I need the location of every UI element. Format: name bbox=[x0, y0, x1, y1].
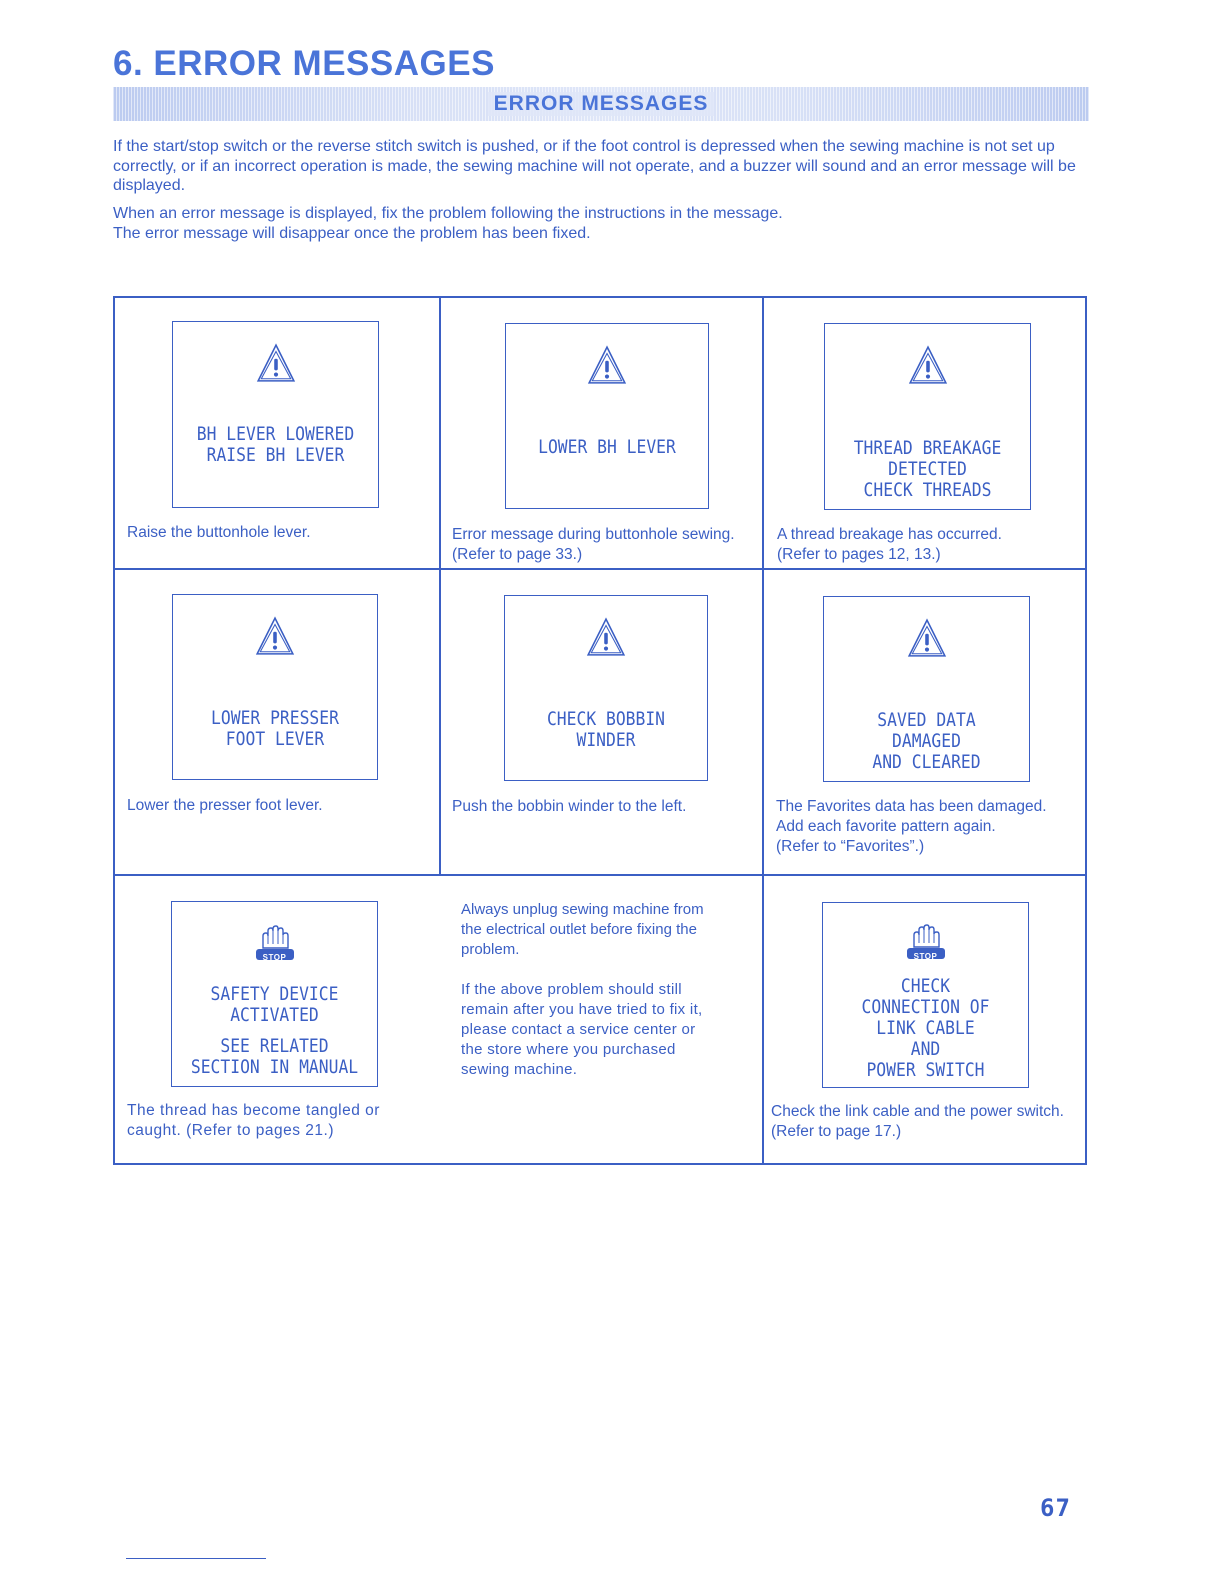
desc-line: Push the bobbin winder to the left. bbox=[452, 798, 687, 815]
desc-line: Add each favorite pattern again. bbox=[776, 818, 996, 835]
screen-saved-data-damaged bbox=[823, 596, 1030, 782]
screen-message bbox=[837, 976, 1013, 1081]
warning-icon bbox=[255, 342, 297, 384]
screen-line: LOWER BH LEVER bbox=[538, 436, 676, 458]
unplug-note bbox=[461, 900, 704, 960]
page-number: 67 bbox=[1040, 1494, 1071, 1522]
screen-line: LINK CABLE bbox=[876, 1017, 975, 1039]
desc-line: Error message during buttonhole sewing. bbox=[452, 526, 735, 543]
intro-line-2: When an error message is displayed, fix the problem following the instructions in the message. bbox=[113, 205, 783, 222]
desc-line: The thread has become tangled or bbox=[127, 1102, 380, 1119]
screen-message bbox=[187, 424, 363, 466]
screen-line: POWER SWITCH bbox=[866, 1059, 985, 1081]
note-line: problem. bbox=[461, 941, 520, 958]
table-divider-h1 bbox=[113, 568, 1087, 570]
note-line: the electrical outlet before fixing the bbox=[461, 921, 697, 938]
screen-line: CHECK BOBBIN bbox=[546, 708, 666, 730]
screen-line: AND CLEARED bbox=[872, 751, 981, 773]
screen-check-link-cable bbox=[822, 902, 1029, 1088]
screen-line: DETECTED bbox=[888, 458, 967, 480]
desc-line: (Refer to page 33.) bbox=[452, 546, 583, 563]
screen-bh-lever-lowered bbox=[172, 321, 379, 508]
screen-thread-breakage bbox=[824, 323, 1031, 510]
page-title: 6. ERROR MESSAGES bbox=[113, 44, 495, 83]
screen-line: SAVED DATA DAMAGED bbox=[877, 709, 976, 752]
screen-line: FOOT LEVER bbox=[225, 728, 325, 750]
desc-line: caught. (Refer to pages 21.) bbox=[127, 1122, 335, 1139]
cell-description bbox=[776, 797, 1047, 857]
warning-icon bbox=[254, 615, 296, 657]
screen-lower-bh-lever bbox=[505, 323, 709, 509]
screen-line: LOWER PRESSER bbox=[211, 707, 339, 729]
screen-message bbox=[186, 984, 362, 1078]
desc-line: (Refer to “Favorites”.) bbox=[776, 838, 925, 855]
screen-line: ACTIVATED bbox=[230, 1004, 319, 1026]
cell-description bbox=[127, 1101, 380, 1141]
screen-line: THREAD BREAKAGE bbox=[853, 437, 1002, 459]
note-line: remain after you have tried to fix it, bbox=[461, 1001, 703, 1018]
cell-description bbox=[771, 1102, 1064, 1142]
screen-message bbox=[839, 438, 1015, 501]
desc-line: Lower the presser foot lever. bbox=[127, 797, 323, 814]
screen-check-bobbin-winder bbox=[504, 595, 708, 781]
desc-line: (Refer to pages 12, 13.) bbox=[777, 546, 941, 563]
cell-description bbox=[127, 796, 323, 816]
banner-title: ERROR MESSAGES bbox=[488, 92, 715, 116]
screen-line: CONNECTION OF bbox=[861, 996, 990, 1018]
screen-line: CHECK THREADS bbox=[863, 479, 992, 501]
screen-line: SECTION IN MANUAL bbox=[190, 1056, 359, 1078]
warning-icon bbox=[907, 344, 949, 386]
screen-line: SEE RELATED bbox=[220, 1035, 329, 1057]
screen-line: WINDER bbox=[576, 729, 636, 751]
screen-lower-presser-foot bbox=[172, 594, 378, 780]
screen-line: AND bbox=[910, 1038, 941, 1060]
desc-line: Raise the buttonhole lever. bbox=[127, 524, 311, 541]
screen-message bbox=[519, 709, 693, 751]
warning-icon bbox=[586, 344, 628, 386]
screen-message bbox=[187, 708, 362, 750]
note-line: please contact a service center or bbox=[461, 1021, 696, 1038]
screen-safety-device bbox=[171, 901, 378, 1087]
cell-description bbox=[777, 525, 1002, 565]
table-divider-v2 bbox=[762, 296, 764, 1165]
intro-paragraph-1: If the start/stop switch or the reverse stitch switch is pushed, or if the foot control is depressed when the sewing machine is not set up correctly, or if an incorrect operation is made, the sewing machine will not operate, and a buzzer will sound and an error message will be displayed. bbox=[113, 138, 1076, 194]
warning-icon bbox=[585, 616, 627, 658]
note-line: If the above problem should still bbox=[461, 981, 682, 998]
desc-line: The Favorites data has been damaged. bbox=[776, 798, 1047, 815]
stop-label: STOP bbox=[913, 952, 938, 961]
desc-line: A thread breakage has occurred. bbox=[777, 526, 1002, 543]
cell-description bbox=[452, 525, 735, 565]
table-divider-h2 bbox=[113, 874, 1087, 876]
intro-line-3: The error message will disappear once the problem has been fixed. bbox=[113, 224, 591, 242]
screen-line: SAFETY DEVICE bbox=[210, 983, 339, 1005]
cell-description bbox=[127, 523, 311, 543]
note-line: Always unplug sewing machine from bbox=[461, 901, 704, 918]
contact-note bbox=[461, 980, 703, 1080]
warning-icon bbox=[906, 617, 948, 659]
footer-rule bbox=[126, 1558, 266, 1559]
desc-line: Check the link cable and the power switch. bbox=[771, 1103, 1064, 1120]
section-banner bbox=[113, 87, 1089, 121]
table-divider-v1 bbox=[439, 296, 441, 876]
screen-message bbox=[838, 710, 1014, 773]
desc-line: (Refer to page 17.) bbox=[771, 1123, 902, 1140]
cell-description bbox=[452, 797, 686, 817]
note-line: sewing machine. bbox=[461, 1061, 578, 1078]
intro-paragraph-2 bbox=[113, 204, 1093, 243]
note-line: the store where you purchased bbox=[461, 1041, 676, 1058]
stop-label: STOP bbox=[262, 953, 287, 962]
screen-message bbox=[520, 437, 694, 458]
screen-line: CHECK bbox=[900, 975, 951, 997]
screen-line: BH LEVER LOWERED bbox=[196, 423, 355, 445]
screen-line: RAISE BH LEVER bbox=[206, 444, 345, 466]
